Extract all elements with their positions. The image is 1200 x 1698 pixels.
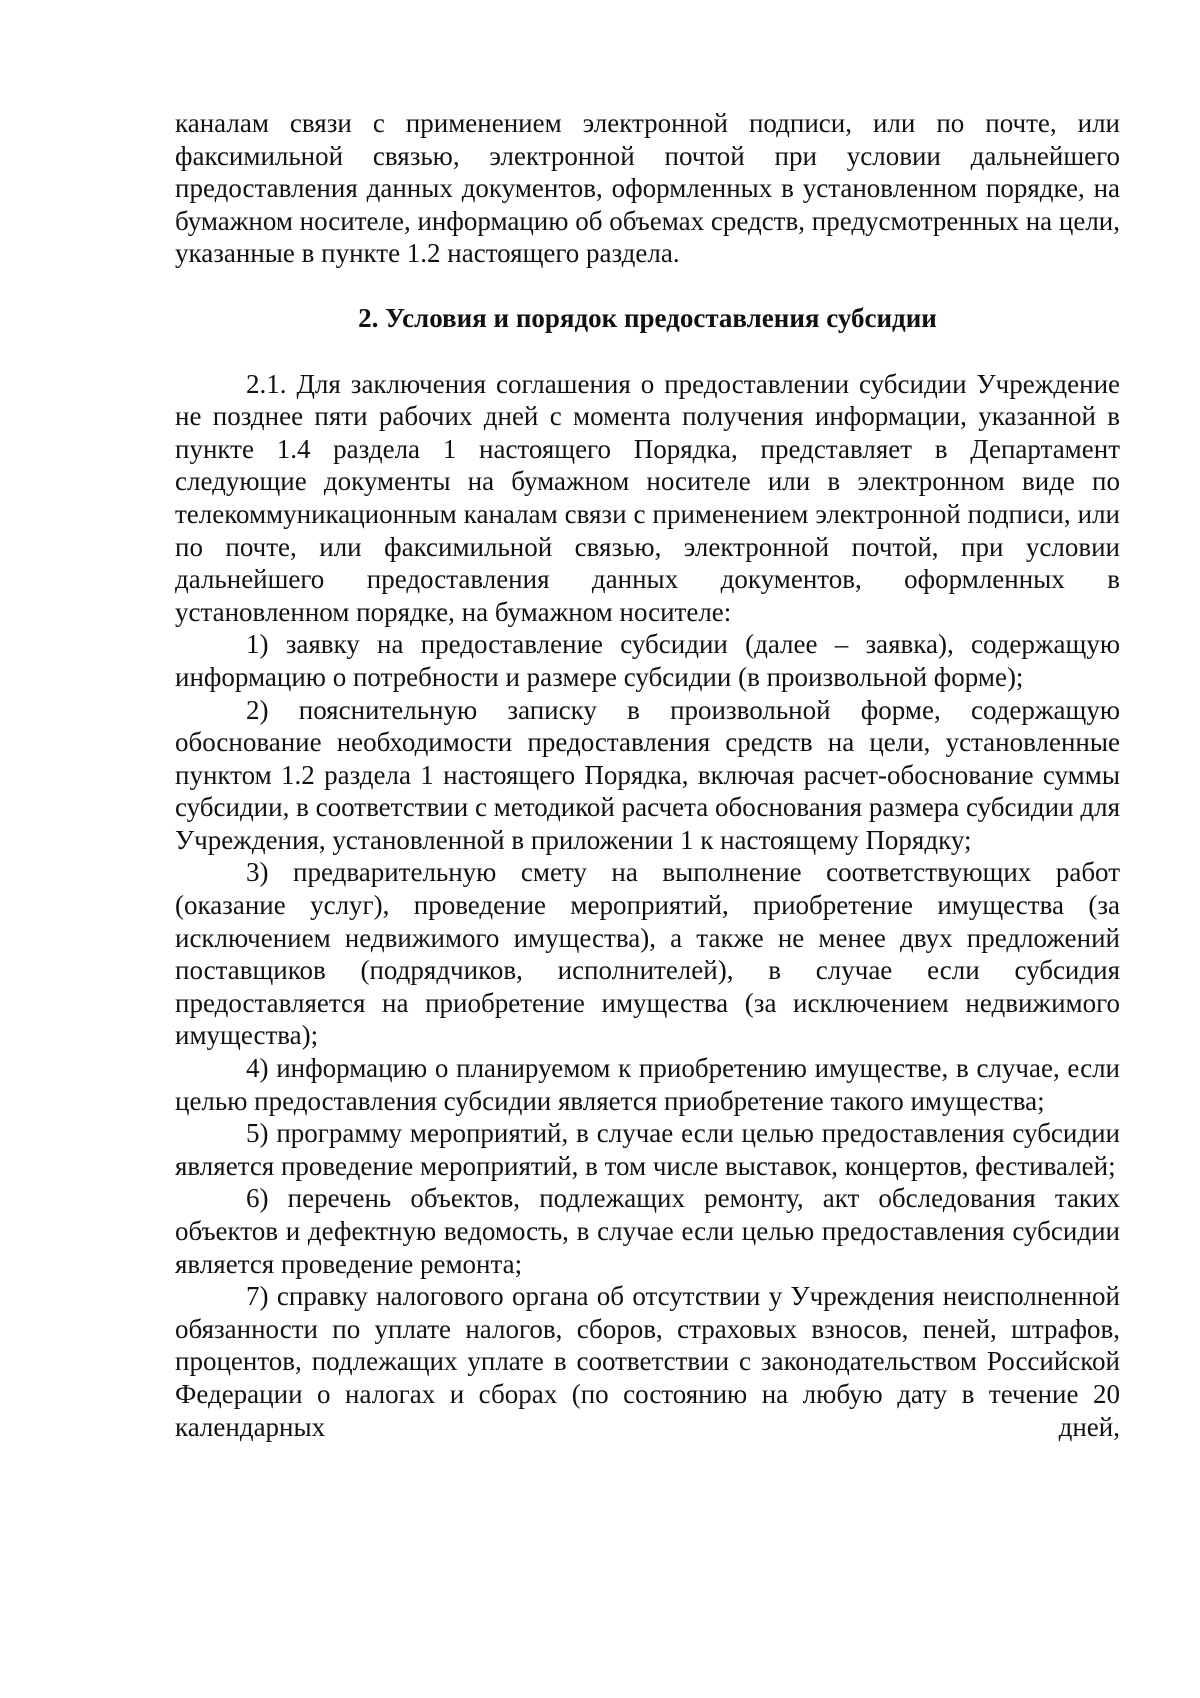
list-item-5: 5) программу мероприятий, в случае если целью предоставления субсидии является проведение мероприятий, в том числе выставок, концертов, фестивалей; [175, 1118, 1120, 1181]
document-page [175, 107, 1120, 1443]
list-item-2: 2) пояснительную записку в произвольной форме, содержащую обоснование необходимости предоставления средств на цели, установленные пунктом 1.2 раздела 1 настоящего Порядка, включая расчет-обоснование суммы субсидии, в соответствии с методикой расчета обоснования размера субсидии для Учреждения, установленной в приложении 1 к настоящему Порядку; [175, 694, 1120, 855]
section-title: 2. Условия и порядок предоставления субсидии [358, 302, 937, 333]
list-item-3: 3) предварительную смету на выполнение соответствующих работ (оказание услуг), проведение мероприятий, приобретение имущества (за исключением недвижимого имущества), а также не менее двух предложений поставщиков (подрядчиков, исполнителей), в случае если субсидия предоставляется на приобретение имущества (за исключением недвижимого имущества); [175, 857, 1120, 1051]
list-item-6: 6) перечень объектов, подлежащих ремонту, акт обследования таких объектов и дефектную ведомость, в случае если целью предоставления субсидии является проведение ремонта; [175, 1183, 1120, 1279]
paragraph-2-1: 2.1. Для заключения соглашения о предоставлении субсидии Учреждение не позднее пяти рабочих дней с момента получения информации, указанной в пункте 1.4 раздела 1 настоящего Порядка, представляет в Департамент следующие документы на бумажном носителе или в электронном виде по телекоммуникационным каналам связи с применением электронной подписи, или по почте, или факсимильной связью, электронной почтой, при условии дальнейшего предоставления данных документов, оформленных в установленном порядке, на бумажном носителе: [175, 368, 1120, 627]
intro-paragraph: каналам связи с применением электронной подписи, или по почте, или факсимильной связью, электронной почтой при условии дальнейшего предоставления данных документов, оформленных в установленном порядке, на бумажном носителе, информацию об объемах средств, предусмотренных на цели, указанные в пункте 1.2 настоящего раздела. [175, 108, 1120, 269]
list-item-4: 4) информацию о планируемом к приобретению имуществе, в случае, если целью предоставления субсидии является приобретение такого имущества; [175, 1053, 1120, 1116]
list-item-1: 1) заявку на предоставление субсидии (далее – заявка), содержащую информацию о потребности и размере субсидии (в произвольной форме); [175, 629, 1120, 692]
list-item-7: 7) справку налогового органа об отсутствии у Учреждения неисполненной обязанности по уплате налогов, сборов, страховых взносов, пеней, штрафов, процентов, подлежащих уплате в соответствии с законодательством Российской Федерации о налогах и сборах (по состоянию на любую дату в течение 20 календарных дней, [175, 1281, 1120, 1442]
